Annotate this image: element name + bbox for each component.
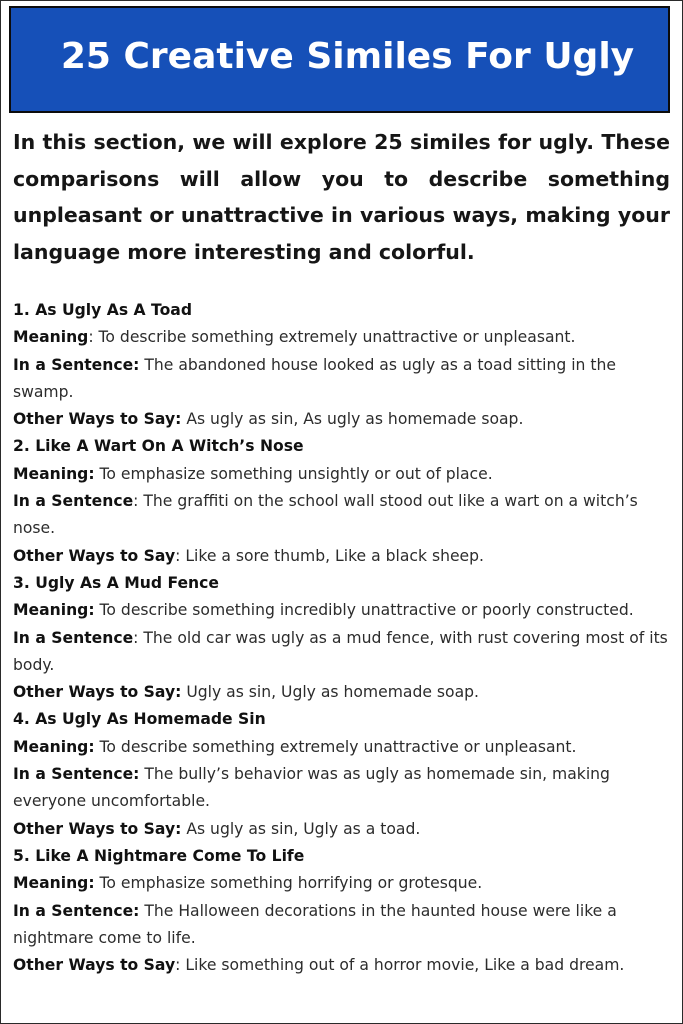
other-ways-text: Like a sore thumb, Like a black sheep. [185, 546, 485, 565]
sentence-text: The old car was ugly as a mud fence, with rust covering most of its body. [13, 628, 668, 674]
meaning-text: To describe something extremely unattractive or unpleasant. [98, 328, 576, 347]
sentence-separator: : [133, 628, 144, 647]
meaning-line [13, 597, 677, 624]
page-title: 25 Creative Similes For Ugly [60, 36, 635, 77]
meaning-text: To emphasize something horrifying or grotesque. [99, 874, 483, 893]
other-ways-label: Other Ways to Say [13, 956, 176, 975]
meaning-label: Meaning: [13, 601, 95, 620]
meaning-line [13, 461, 677, 488]
other-ways-label: Other Ways to Say: [13, 819, 182, 838]
simile-heading: 1. As Ugly As A Toad [13, 301, 192, 319]
simile-heading: 2. Like A Wart On A Witch’s Nose [13, 437, 304, 456]
sentence-line [13, 761, 677, 816]
other-ways-line [13, 952, 677, 979]
other-ways-text: As ugly as sin, Ugly as a toad. [186, 819, 421, 838]
meaning-line [13, 324, 677, 351]
meaning-text: To describe something extremely unattractive or unpleasant. [99, 737, 577, 756]
meaning-line [13, 734, 677, 761]
other-ways-line [13, 543, 677, 570]
sentence-text: The bully’s behavior was as ugly as homemade sin, making everyone uncomfortable. [13, 765, 610, 811]
simile-entry-4 [13, 706, 677, 842]
simile-entry-2 [13, 433, 677, 569]
other-ways-line [13, 406, 677, 433]
other-ways-text: Like something out of a horror movie, Like a bad dream. [185, 956, 625, 975]
sentence-separator: : [133, 492, 144, 511]
sentence-line [13, 898, 677, 953]
other-ways-line [13, 679, 677, 706]
simile-heading: 5. Like A Nightmare Come To Life [13, 846, 305, 865]
simile-entry-3 [13, 570, 677, 706]
meaning-label: Meaning [13, 328, 89, 347]
meaning-separator: : [88, 328, 99, 347]
sentence-line [13, 625, 677, 680]
sentence-label: In a Sentence: [13, 765, 140, 784]
title-banner [9, 6, 670, 113]
sentence-label: In a Sentence: [13, 355, 140, 374]
simile-heading: 4. As Ugly As Homemade Sin [13, 710, 266, 729]
intro-paragraph: In this section, we will explore 25 similes for ugly. These comparisons will allow you to describe something unpleasant or unattractive in various ways, making your language more interesting and colorful. [13, 130, 670, 264]
other-ways-line [13, 816, 677, 843]
sentence-line [13, 488, 677, 543]
simile-heading: 3. Ugly As A Mud Fence [13, 573, 219, 592]
other-ways-separator: : [175, 956, 186, 975]
other-ways-text: As ugly as sin, As ugly as homemade soap. [186, 410, 524, 429]
sentence-line [13, 352, 677, 407]
simile-entry-1 [13, 297, 677, 433]
sentence-text: The graffiti on the school wall stood out like a wart on a witch’s nose. [13, 492, 638, 538]
sentence-text: The abandoned house looked as ugly as a toad sitting in the swamp. [13, 355, 616, 401]
sentence-label: In a Sentence: [13, 901, 140, 920]
meaning-text: To describe something incredibly unattractive or poorly constructed. [99, 601, 634, 620]
other-ways-label: Other Ways to Say: [13, 410, 182, 429]
meaning-label: Meaning: [13, 737, 95, 756]
meaning-label: Meaning: [13, 464, 95, 483]
simile-list [13, 297, 677, 979]
other-ways-text: Ugly as sin, Ugly as homemade soap. [186, 683, 479, 702]
meaning-label: Meaning: [13, 874, 95, 893]
other-ways-label: Other Ways to Say: [13, 683, 182, 702]
other-ways-label: Other Ways to Say [13, 546, 176, 565]
other-ways-separator: : [175, 546, 186, 565]
sentence-text: The Halloween decorations in the haunted house were like a nightmare come to life. [13, 901, 617, 947]
meaning-text: To emphasize something unsightly or out of place. [99, 464, 493, 483]
sentence-label: In a Sentence [13, 628, 134, 647]
sentence-label: In a Sentence [13, 492, 134, 511]
simile-entry-5 [13, 843, 677, 979]
meaning-line [13, 870, 677, 897]
